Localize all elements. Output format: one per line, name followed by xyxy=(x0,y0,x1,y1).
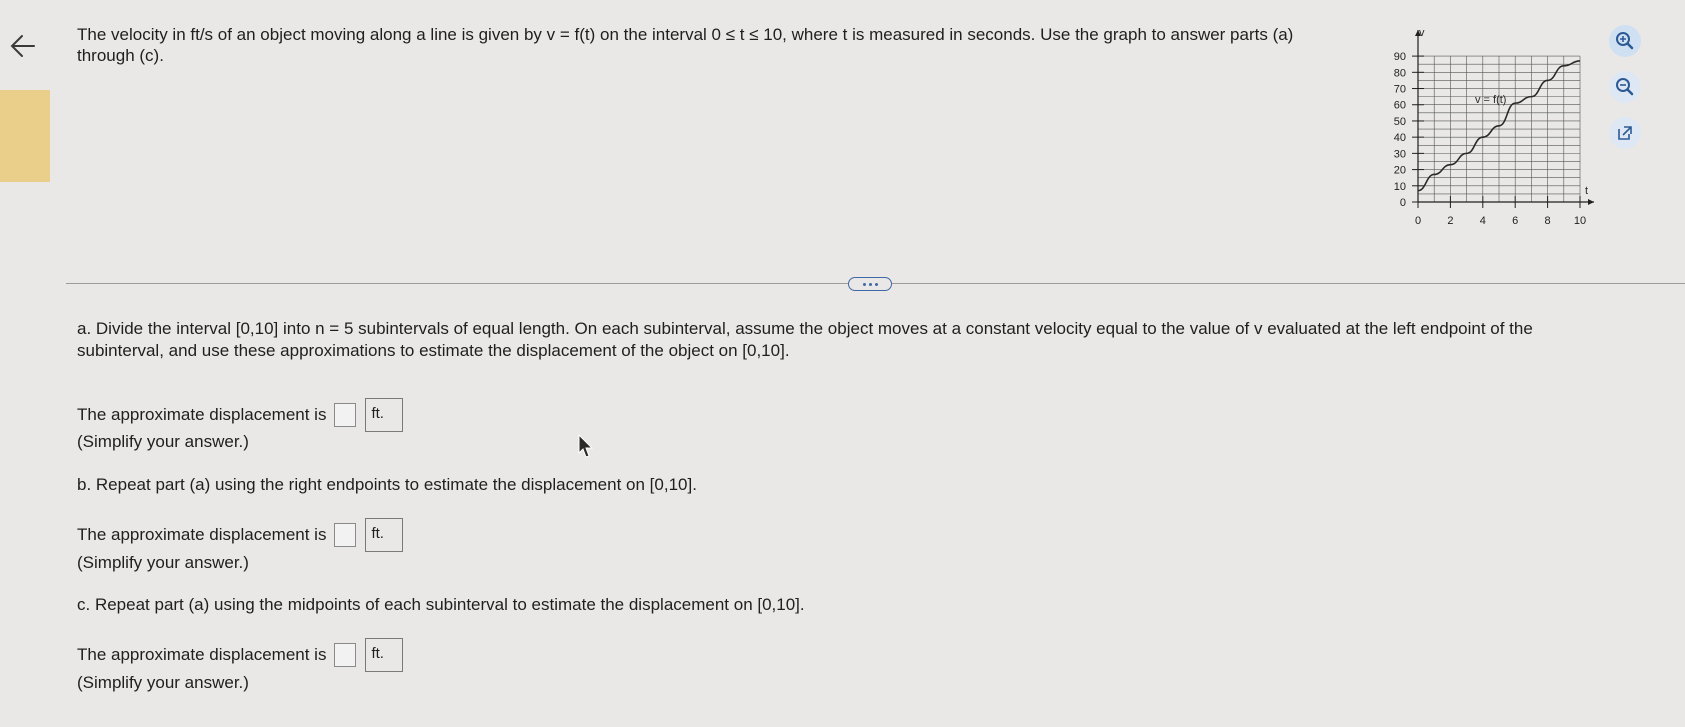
answer-prefix: The approximate displacement is xyxy=(77,525,327,544)
part-a-answer-row xyxy=(77,398,403,432)
part-a-question: a. Divide the interval [0,10] into n = 5 subintervals of equal length. On each subinterval, assume the object moves at a constant velocity equal to the value of v evaluated at the left endpoint of the subinterval, and use these approximations to estimate the displacement of the object on [0,10]. xyxy=(77,319,1533,360)
simplify-hint: (Simplify your answer.) xyxy=(77,553,249,572)
dot-icon xyxy=(875,283,878,286)
x-tick-label: 0 xyxy=(1414,215,1422,227)
y-tick-label: 80 xyxy=(1393,67,1406,80)
x-tick-label: 10 xyxy=(1573,215,1587,227)
y-tick-label: 70 xyxy=(1393,83,1406,96)
x-tick-label: 4 xyxy=(1479,215,1486,227)
y-tick-label: 0 xyxy=(1399,197,1406,209)
dot-icon xyxy=(863,283,866,286)
back-arrow-icon[interactable] xyxy=(4,26,44,66)
unit-label: ft. xyxy=(365,638,403,672)
simplify-hint: (Simplify your answer.) xyxy=(77,673,249,692)
part-c-question: c. Repeat part (a) using the midpoints of each subinterval to estimate the displacement on [0,10]. xyxy=(77,595,805,614)
velocity-graph-svg xyxy=(1375,22,1605,232)
dot-icon xyxy=(869,283,872,286)
y-tick-label: 40 xyxy=(1393,132,1406,145)
part-b-question: b. Repeat part (a) using the right endpoints to estimate the displacement on [0,10]. xyxy=(77,475,697,494)
expand-more-button[interactable] xyxy=(848,277,892,291)
problem-intro: The velocity in ft/s of an object moving along a line is given by v = f(t) on the interval 0 ≤ t ≤ 10, where t is measured in seconds. Use the graph to answer parts (a) through (c). xyxy=(77,25,1294,65)
y-tick-label: 20 xyxy=(1393,164,1406,177)
simplify-hint: (Simplify your answer.) xyxy=(77,432,249,451)
part-c-answer-input[interactable] xyxy=(334,643,356,667)
y-tick-label: 30 xyxy=(1393,148,1406,161)
answer-prefix: The approximate displacement is xyxy=(77,405,327,424)
y-tick-label: 90 xyxy=(1393,51,1406,64)
mouse-pointer-icon xyxy=(578,434,594,465)
zoom-in-icon[interactable] xyxy=(1608,24,1642,58)
part-a-answer-input[interactable] xyxy=(334,403,356,427)
x-axis-arrow-icon xyxy=(1588,199,1594,205)
part-b-answer-input[interactable] xyxy=(334,523,356,547)
unit-label: ft. xyxy=(365,518,403,552)
unit-label: ft. xyxy=(365,398,403,432)
x-tick-label: 8 xyxy=(1544,215,1551,227)
zoom-out-icon[interactable] xyxy=(1608,70,1642,104)
y-tick-label: 50 xyxy=(1393,115,1406,128)
external-link-icon[interactable] xyxy=(1608,116,1642,150)
x-tick-label: 2 xyxy=(1447,215,1454,227)
part-b-answer-row xyxy=(77,518,403,552)
part-c-answer-row xyxy=(77,638,403,672)
velocity-graph xyxy=(1375,22,1605,237)
graph-tools xyxy=(1608,24,1642,162)
side-highlight-strip xyxy=(0,90,50,182)
y-axis-label: v xyxy=(1419,27,1425,39)
y-tick-label: 60 xyxy=(1393,99,1406,112)
x-axis-label: t xyxy=(1585,185,1589,197)
answer-prefix: The approximate displacement is xyxy=(77,645,327,664)
y-tick-label: 10 xyxy=(1393,180,1406,193)
curve-label: v = f(t) xyxy=(1475,94,1507,106)
x-tick-label: 6 xyxy=(1512,215,1519,227)
